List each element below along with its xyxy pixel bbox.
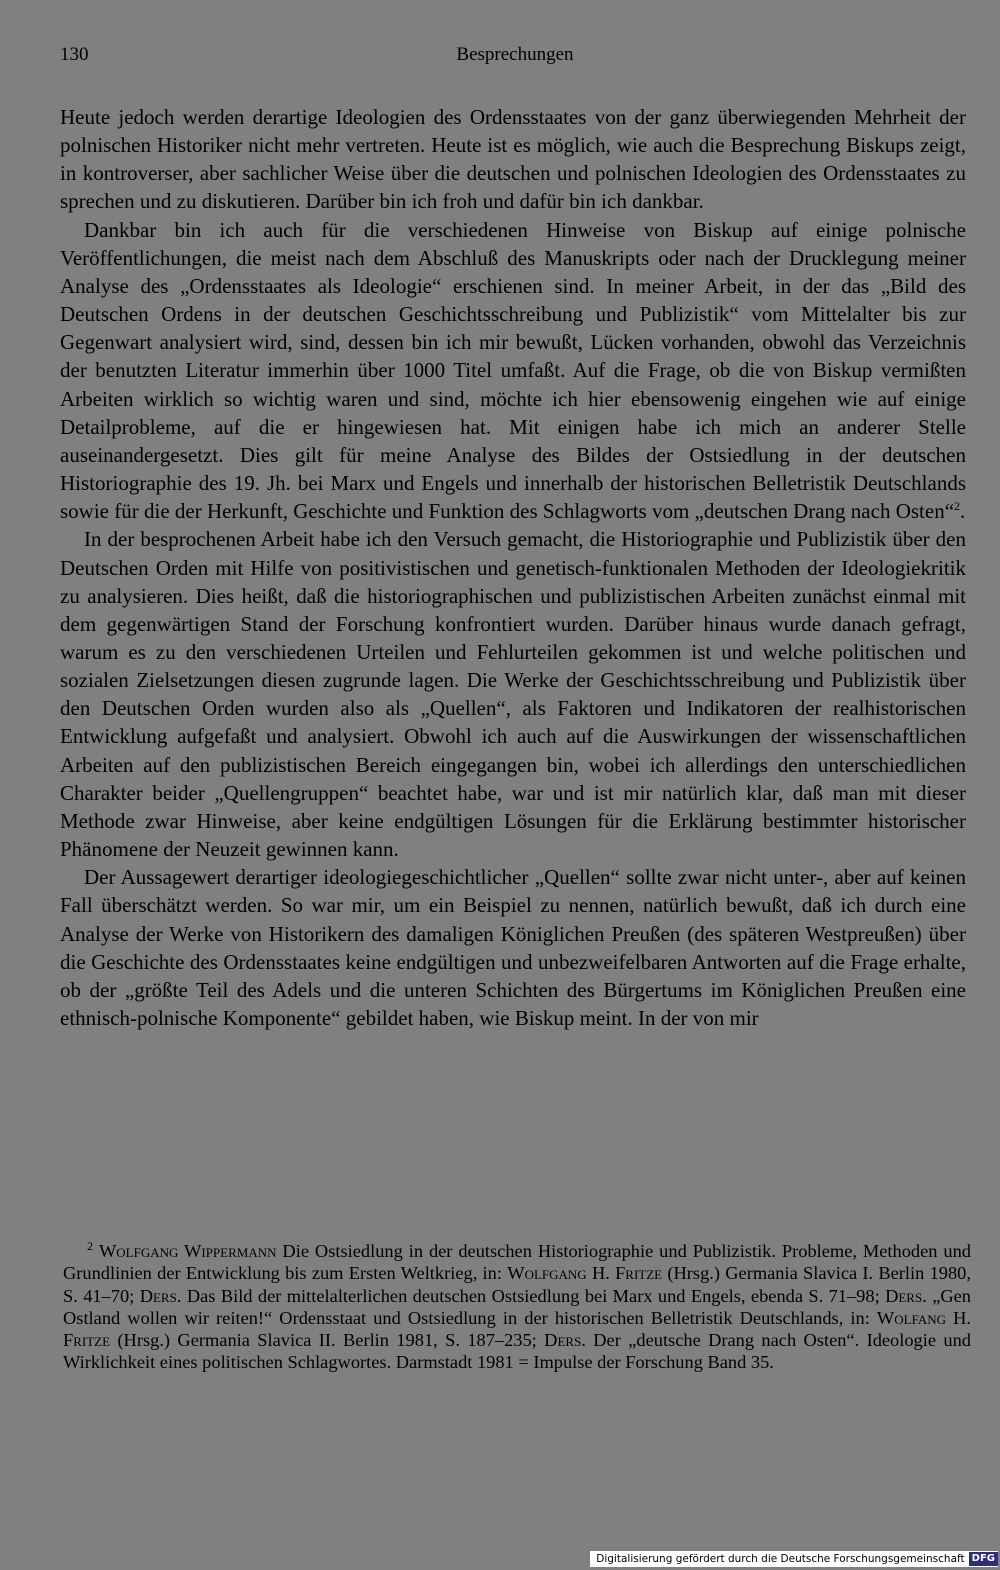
footnote-text: Das Bild der mittelalterlichen deutschen Ostsiedlung bei Marx und Engels, ebenda S. 71–98;: [181, 1285, 886, 1306]
paragraph-3: In der besprochenen Arbeit habe ich den Versuch gemacht, die Historiographie und Publizistik über den Deutschen Orden mit Hilfe von positivistischen und genetisch-funktionalen Methoden der Ideologiekritik zu analysieren. Dies heißt, daß die historiographischen und publizistischen Arbeiten zunächst einmal mit dem gegenwärtigen Stand der Forschung konfrontiert wurden. Darüber hinaus wurde danach gefragt, warum es zu den verschiedenen Urteilen und Fehlurteilen gekommen ist und welche politischen und sozialen Zielsetzungen diesen zugrunde lagen. Die Werke der Geschichtsschreibung und Publizistik über den Deutschen Orden wurden also als „Quellen“, als Faktoren und Indikatoren der realhistorischen Entwicklung aufgefaßt und analysiert. Obwohl ich auch auf die Auswirkungen der wissenschaftlichen Arbeiten auf den publizistischen Bereich eingegangen bin, wobei ich allerdings den unterschiedlichen Charakter beider „Quellengruppen“ beachtet habe, war und ist mir natürlich klar, daß man mit dieser Methode zwar Hinweise, aber keine endgültigen Lösungen für die Erklärung bestimmter historischer Phänomene der Neuzeit gewinnen kann.: [60, 527, 966, 862]
footnote-ders: Ders.: [139, 1285, 182, 1306]
footnote-text: Die Ostsiedlung in der deutschen Historiographie und Publizistik. Probleme, Methoden und Grundlinien der Entwicklung bis zum Ersten Weltkrieg, in:: [63, 1241, 972, 1284]
footnote-reference[interactable]: 2: [954, 499, 961, 514]
footnote-2: [63, 1240, 971, 1374]
paragraph-2: [60, 216, 966, 526]
footnote-author: Wolfgang H. Fritze: [507, 1263, 663, 1284]
paragraph-4: Der Aussagewert derartiger ideologiegeschichtlicher „Quellen“ sollte zwar nicht unter-, aber auf keinen Fall überschätzt werden. So war mir, um ein Beispiel zu nennen, natürlich bewußt, daß ich durch eine Analyse der Werke von Historikern des damaligen Königlichen Preußen (des späteren Westpreußen) über die Geschichte des Ordensstaates keine endgültigen und unbezweifelbaren Antworten auf die Frage erhalte, ob der „größte Teil des Adels und die unteren Schichten des Bürgertums im Königlichen Preußen eine ethnisch-polnische Komponente“ gebildet haben, wie Biskup meint. In der von mir: [60, 865, 966, 1030]
footnote-ders: Ders.: [885, 1285, 927, 1306]
footnote-text: „Gen Ostland wollen wir reiten!“ Ordensstaat und Ostsiedlung in der historischen Belletristik Deutschlands, in:: [63, 1285, 972, 1328]
paragraph-2-text: Dankbar bin ich auch für die verschiedenen Hinweise von Biskup auf einige polnische Veröffentlichungen, die meist nach dem Abschluß des Manuskripts oder nach der Drucklegung meiner Analyse des „Ordensstaates als Ideologie“ erschienen sind. In meiner Arbeit, in der das „Bild des Deutschen Ordens in der deutschen Geschichtsschreibung und Publizistik“ vom Mittelalter bis zur Gegenwart analysiert wird, sind, dessen bin ich mir bewußt, Lücken vorhanden, obwohl das Verzeichnis der benutzten Literatur immerhin über 1000 Titel umfaßt. Auf die Frage, ob die von Biskup vermißten Arbeiten wirklich so wichtig waren und sind, möchte ich hier ebensowenig eingehen wie auf einige Detailprobleme, auf die er hingewiesen hat. Mit einigen habe ich mich an anderer Stelle auseinandergesetzt. Dies gilt für meine Analyse des Bildes der Ostsiedlung in der deutschen Historiographie des 19. Jh. bei Marx und Engels und innerhalb der historischen Belletristik Deutschlands sowie für die der Herkunft, Geschichte und Funktion des Schlagworts vom „deutschen Drang nach Osten“: [60, 217, 966, 524]
main-text: [60, 103, 966, 1032]
footnote-author: Wolfang H. Fritze: [63, 1307, 971, 1351]
paragraph-1: Heute jedoch werden derartige Ideologien des Ordensstaates von der ganz überwiegenden Mehrheit der polnischen Historiker nicht mehr vertreten. Heute ist es möglich, wie auch die Besprechung Biskups zeigt, in kontroverser, aber sachlicher Weise über die deutschen und polnischen Ideologien des Ordensstaates zu sprechen und zu diskutieren. Darüber bin ich froh und dafür bin ich dankbar.: [60, 105, 966, 214]
credit-text: Digitalisierung gefördert durch die Deutsche Forschungsgemeinschaft: [596, 1553, 965, 1565]
dfg-logo-icon: DFG: [969, 1552, 998, 1566]
footnote-author: Wolfgang Wippermann: [98, 1241, 277, 1261]
footnote-ders: Ders.: [544, 1330, 586, 1351]
footnote-marker: 2: [87, 1238, 93, 1253]
running-head: Besprechungen: [456, 44, 574, 65]
page-header: [60, 44, 970, 74]
footnote-text: (Hrsg.) Germania Slavica I. Berlin 1980, S. 41–70;: [63, 1263, 971, 1306]
digitization-credit: [590, 1551, 998, 1567]
paragraph-2-end: .: [960, 499, 966, 524]
footnote-text: Der „deutsche Drang nach Osten“. Ideologie und Wirklichkeit eines politischen Schlagwortes. Darmstadt 1981 = Impulse der Forschung Band 35.: [63, 1330, 971, 1373]
page-number: 130: [60, 44, 89, 65]
footnote-text: (Hrsg.) Germania Slavica II. Berlin 1981, S. 187–235;: [110, 1330, 545, 1351]
footnotes: [63, 1240, 971, 1374]
